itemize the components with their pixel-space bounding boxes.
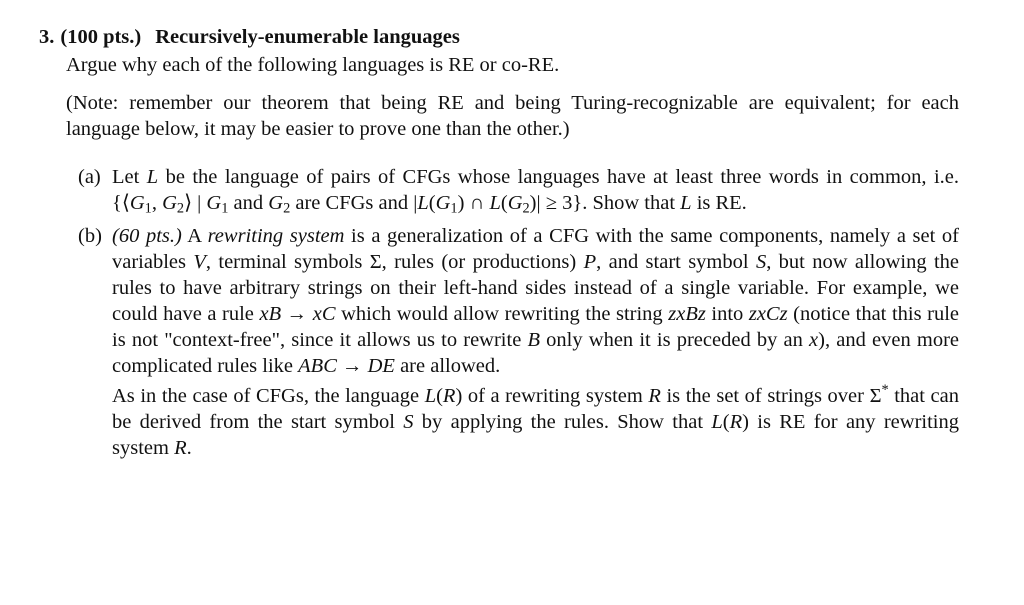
problem-3 xyxy=(39,24,969,461)
problem-body xyxy=(66,52,959,461)
part-a-text: Let L be the language of pairs of CFGs whose languages have at least three words in common, i.e. {$⟨G_1$, $G_2⟩$ | $G_1$ and $G_2$ are CFGs and $|L(G_1)$ ∩ $L(G_2)| \ge 3$}. Show that L is RE. xyxy=(112,166,959,217)
part-b-points: (60 pts.) xyxy=(112,225,182,247)
problem-points: (100 pts.) xyxy=(60,26,142,48)
set-expression: {$⟨G_1$, $G_2⟩$ | $G_1$ and $G_2$ are CFGs and $|L(G_1)$ ∩ $L(G_2)| \ge 3$} xyxy=(112,192,583,217)
part-b-label: (b) xyxy=(78,225,102,247)
problem-note: (Note: remember our theorem that being RE and being Turing-recognizable are equivalent; for each language below, it may be easier to prove one than the other.) xyxy=(66,92,959,140)
part-a-label: (a) xyxy=(78,166,101,188)
part-a xyxy=(78,164,959,216)
part-b-paragraph-2: As in the case of CFGs, the language L(R) of a rewriting system R is the set of strings over Σ* that can be derived from the start symbol S by applying the rules. Show that L(R) is RE for any rewriting system R. xyxy=(112,382,959,459)
term-rewriting-system: rewriting system xyxy=(207,225,345,247)
problem-title: Recursively-enumerable languages xyxy=(155,26,460,48)
part-b-paragraph-1: (60 pts.) A rewriting system is a generalization of a CFG with the same components, namely a set of variables V, terminal symbols Σ, rules (or productions) P, and start symbol S, but now allowing the rules to have arbitrary strings on their left-hand sides instead of a single variable. For example, we could have a rule xB → xC which would allow rewriting the string zxBz into zxCz (notice that this rule is not "context-free", since it allows us to rewrite B only when it is preceded by an x), and even more complicated rules like ABC → DE are allowed. xyxy=(112,225,960,377)
parts-list xyxy=(78,164,959,461)
problem-header xyxy=(39,24,969,52)
problem-number: 3. xyxy=(39,26,55,48)
problem-intro: Argue why each of the following languages is RE or co-RE. xyxy=(66,54,560,76)
part-b xyxy=(78,223,959,461)
